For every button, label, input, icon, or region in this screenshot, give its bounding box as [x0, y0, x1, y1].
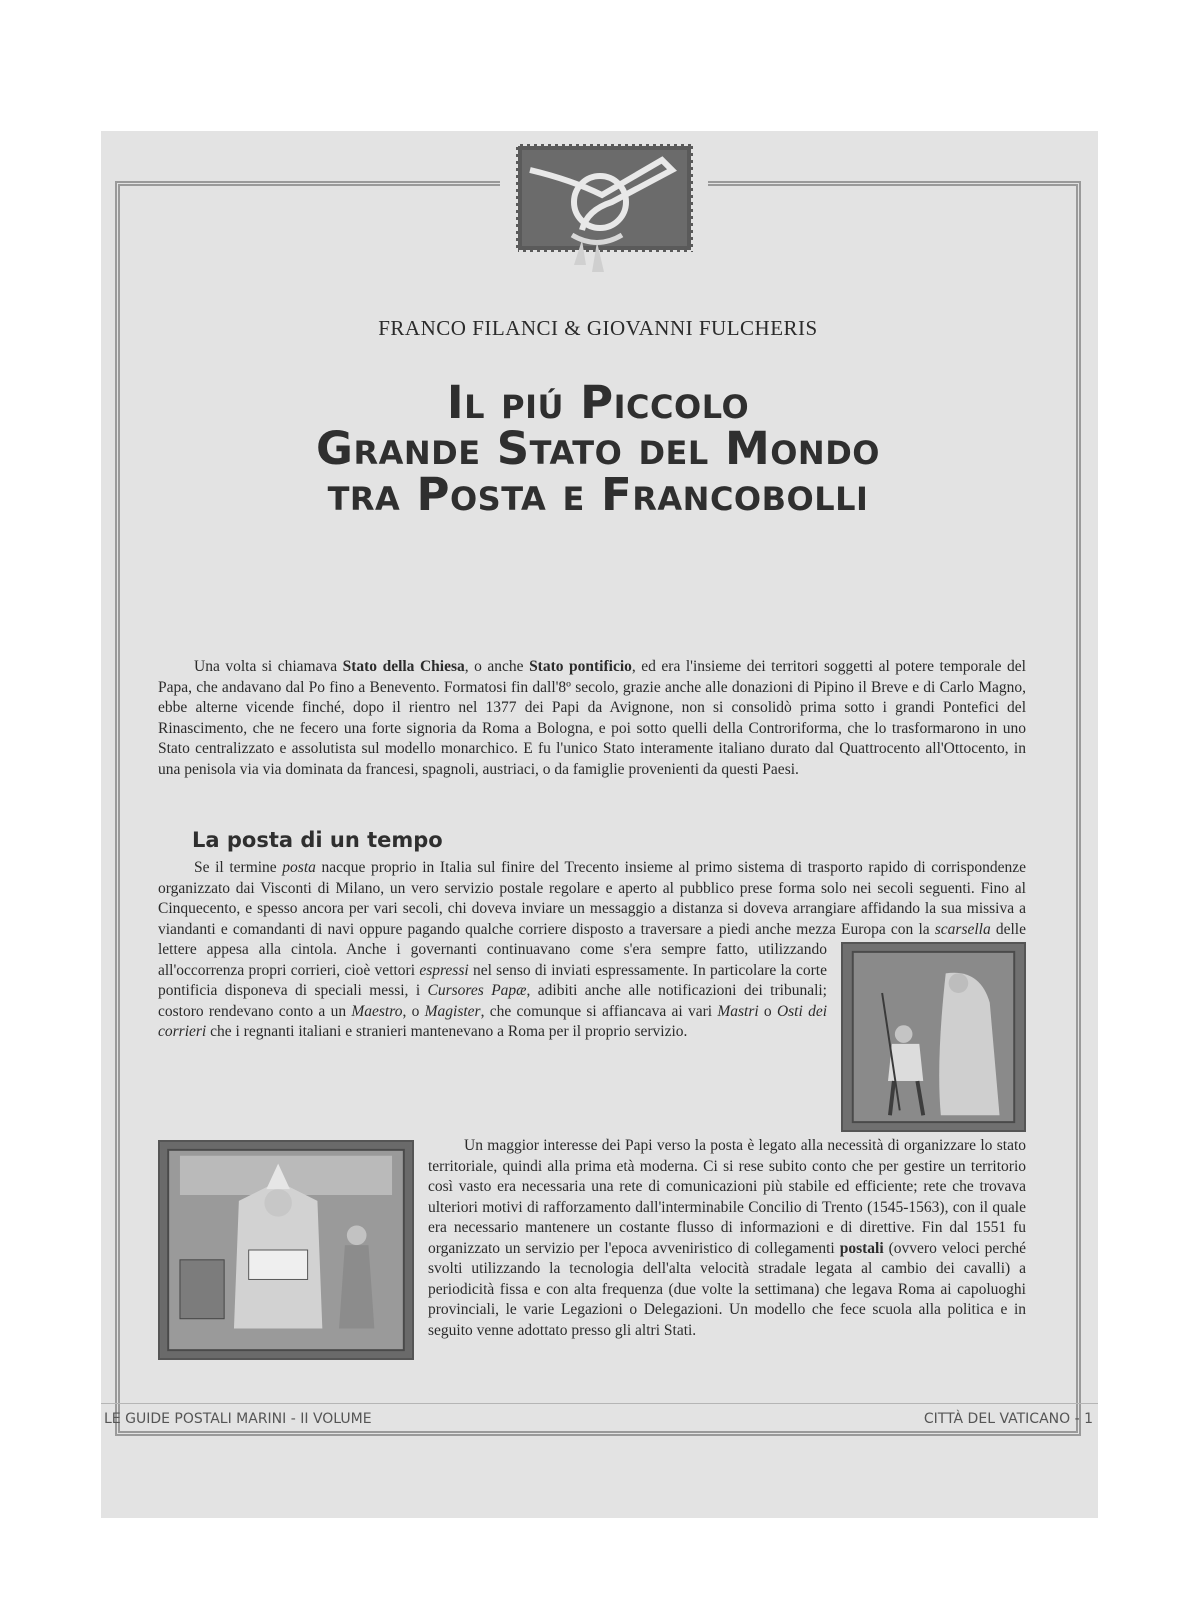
footer-rule: [101, 1403, 1098, 1404]
footer-page-label: CITTÀ DEL VATICANO - 1: [923, 1411, 1093, 1427]
section-heading: La posta di un tempo: [192, 828, 443, 852]
section-body: [158, 858, 1026, 1364]
paragraph-papi: Un maggior interesse dei Papi verso la posta è legato alla necessità di organizzare lo stato territoriale, quindi alla prima età moderna. Ci si rese subito conto che per gestire un territorio così vasto era necessaria una rete di comunicazioni più stabile ed efficiente; rete che trovava ulteriori motivi di rafforzamento dall'interminabile Concilio di Trento (1545-1563), con il quale era necessario mantenere un costante flusso di informazioni e di direttive. Fin dal 1551 fu organizzato un servizio per l'epoca avveniristico di collegamenti postali (ovvero veloci perché svolti utilizzando la tecnologia dell'alta velocità stradale legata al cambio dei cavalli) a periodicità fissa e con alta frequenza (due volte la settimana) che legava Roma ai capoluoghi provinciali, le varie Legazioni o Delegazioni. Un modello che fece scuola alla politica e in seguito venne adottato presso gli altri Stati.: [158, 1136, 1026, 1341]
illustration-bishop-image: [158, 1140, 414, 1360]
authors-line: FRANCO FILANCI & GIOVANNI FULCHERIS: [378, 316, 818, 340]
title-line-1: Il piú Piccolo: [446, 376, 750, 429]
footer-series-title: LE GUIDE POSTALI MARINI - II VOLUME: [104, 1411, 372, 1427]
title-line-3: tra Posta e Francobolli: [327, 468, 869, 521]
page-title: [115, 376, 1081, 521]
posthorn-stamp-icon: [512, 140, 697, 275]
illustration-courier-image: [841, 942, 1026, 1132]
paragraph-posta: Se il termine posta nacque proprio in Italia sul finire del Trecento insieme al primo sistema di trasporto rapido di corrispondenze organizzato dai Visconti di Milano, un vero servizio postale regolare e aperto al pubblico prese forma solo nei secoli seguenti. Fino al Cinquecento, e spesso ancora per vari secoli, chi doveva inviare un messaggio a distanza si doveva arrangiare affidando la sua missiva a viandanti e comandanti di navi oppure pagando qualche corriere disposto a traversare a piedi anche mezza Europa con la scarsella delle lettere appesa alla cintola. Anche i governanti continuavano come s'era sempre fatto, utilizzando all'occorrenza propri corrieri, cioè vettori espressi nel senso di inviati espressamente. In particolare la corte pontificia disponeva di speciali messi, i Cursores Papæ, adibiti anche alle notificazioni dei tribunali; costoro rendevano conto a un Maestro, o Magister, che comunque si affiancava ai vari Mastri o Osti dei corrieri che i regnanti italiani e stranieri mantenevano a Roma per il proprio servizio.: [158, 858, 1026, 1043]
title-line-2: Grande Stato del Mondo: [316, 422, 880, 475]
intro-paragraph: Una volta si chiamava Stato della Chiesa, o anche Stato pontificio, ed era l'insieme dei territori soggetti al potere temporale del Papa, che andavano dal Po fino a Benevento. Formatosi fin dall'8º secolo, grazie anche alle donazioni di Pipino il Breve e di Carlo Magno, ebbe alterne vicende finché, dopo il rientro nel 1377 dei Papi da Avignone, non si consolidò prima sotto i grandi Pontefici del Rinascimento, che ne fecero una forte signoria da Roma a Bologna, e poi sotto quelli della Controriforma, che lo trasformarono in uno Stato centralizzato e assolutista sul modello monarchico. E fu l'unico Stato interamente italiano durato dal Quattrocento all'Ottocento, in una penisola via via dominata da francesi, spagnoli, austriaci, o da famiglie provenienti da questi Paesi.: [158, 658, 1026, 778]
